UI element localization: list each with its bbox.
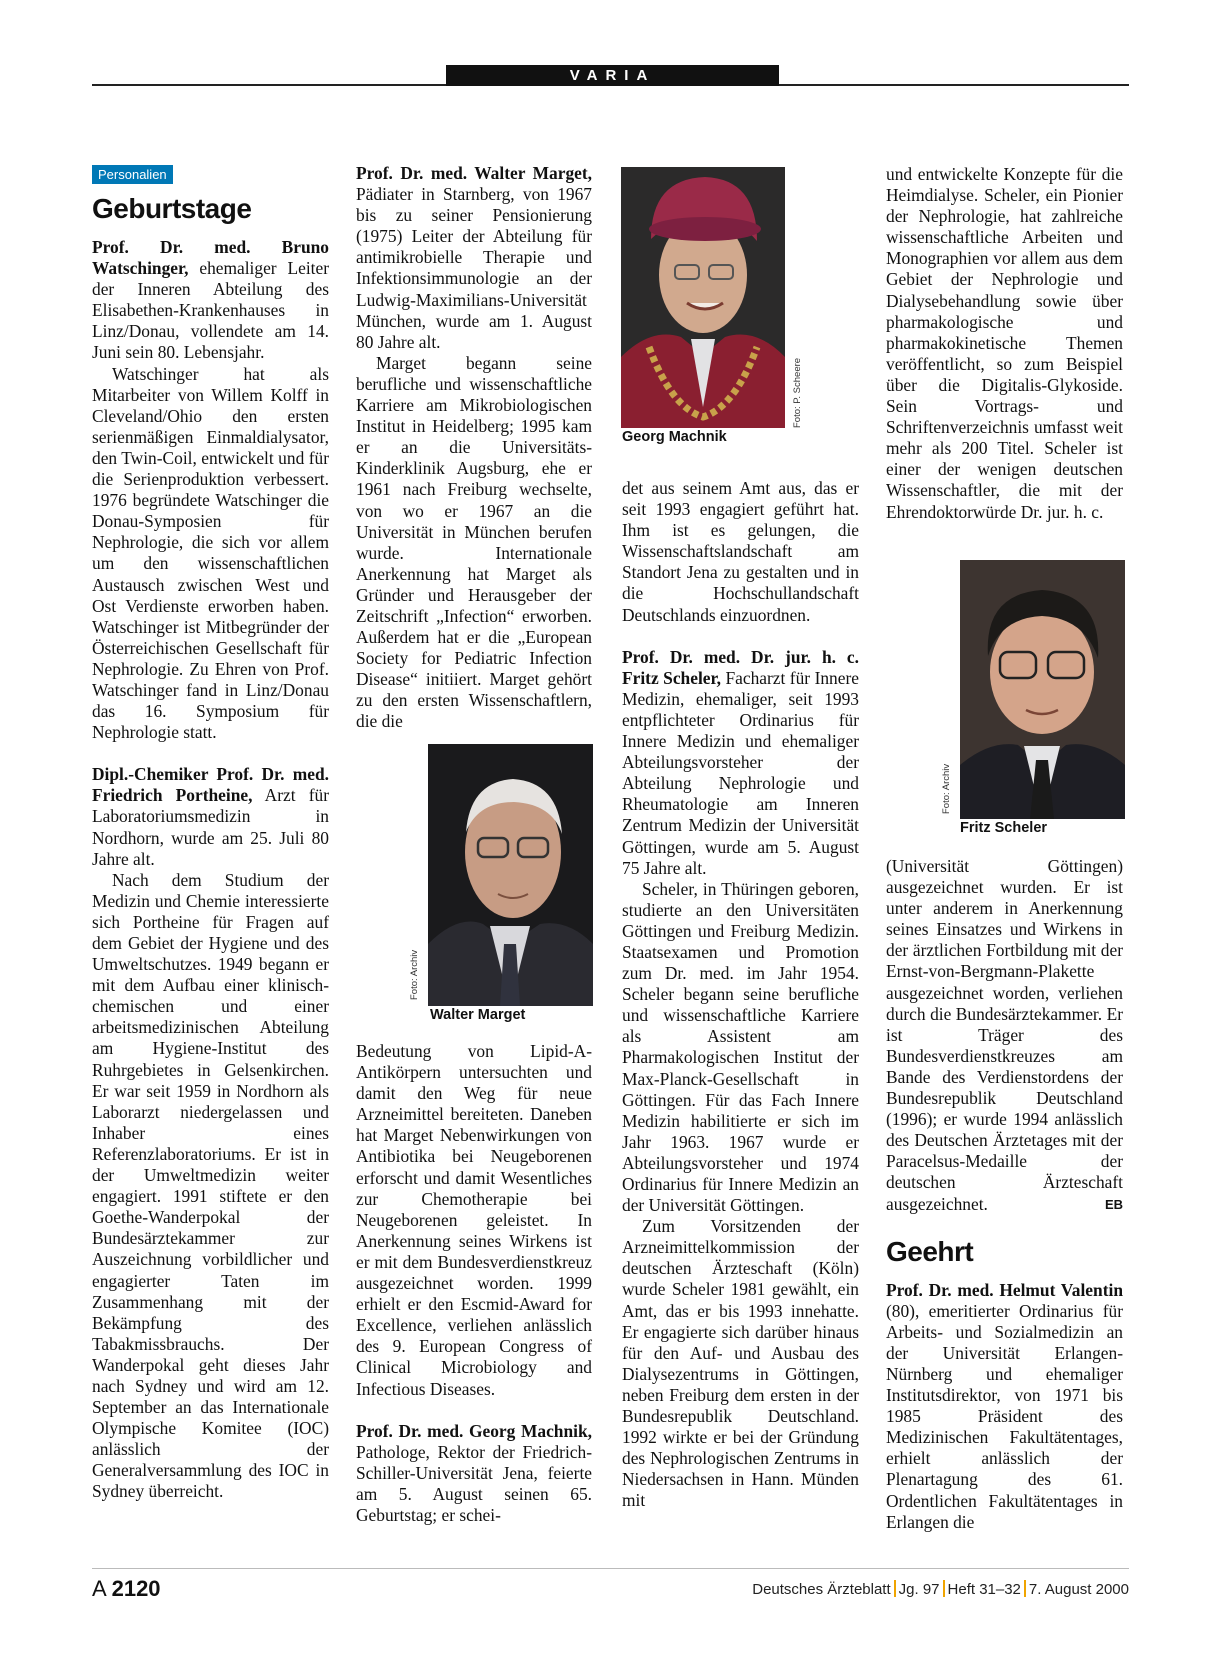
- paragraph: Zum Vorsitzenden der Arzneimittelkommission der deutschen Ärzteschaft (Köln) wurde Scheler 1981 gewählt, ein Amt, das er bis 1993 innehatte. Er engagierte sich darüber hinaus für den Auf- und Ausbau des Dialysezentrums in Göttingen, neben Freiburg dem ersten in der Bundesrepublik Deutschland. 1992 wirkte er bei der Gründung des Nephrologischen Zentrums in Niedersachsen in Hann. Münden mit: [622, 1216, 859, 1511]
- paragraph: und entwickelte Konzepte für die Heimdialyse. Scheler, ein Pionier der Nephrologie, hat zahlreiche wissenschaftliche Arbeiten und Monographien vor allem aus dem Gebiet der Nephrologie und Dialysebehandlung sowie über pharmakologische und pharmakokinetische Themen veröffentlicht, so zum Beispiel über die Digitalis-Glykoside. Sein Vortrags- und Schriftenverzeichnis umfasst weit mehr als 200 Titel. Scheler ist einer der wenigen deutschen Wissenschaftler, die mit der Ehrendoktorwürde Dr. jur. h. c.: [886, 164, 1123, 522]
- page-prefix: A: [92, 1576, 106, 1601]
- paragraph: [356, 1421, 592, 1526]
- paragraph-text: Pathologe, Rektor der Friedrich-Schiller-Universität Jena, feierte am 5. August seinen 65. Geburtstag; er schei-: [356, 1441, 592, 1525]
- paragraph: Nach dem Studium der Medizin und Chemie interessierte sich Portheine für Fragen auf dem Gebiet der Hygiene und des Umweltschutzes. 1949 begann er mit dem Aufbau einer klinisch-chemischen und einer arbeitsmedizinischen Abteilung am Hygiene-Institut des Ruhrgebietes in Gelsenkirchen. Er war seit 1959 in Nordhorn als Laborarzt niedergelassen und Inhaber eines Referenzlaboratoriums. Er ist in der Umweltmedizin weiter engagiert. 1991 stiftete er den Goethe-Wanderpokal der Bundesärztekammer zur Auszeichnung vorbildlicher und engagierter Taten im Zusammenhang mit der Bekämpfung des Tabakmissbrauchs. Der Wanderpokal geht dieses Jahr nach Sydney und wird am 12. September an das Internationale Olympische Komitee (IOC) anlässlich der Generalversammlung des IOC in Sydney überreicht.: [92, 869, 329, 1502]
- paragraph-text: ehemaliger Leiter der Inneren Abteilung des Elisabethen-Krankenhauses in Linz/Donau, vollendete am 14. Juni sein 80. Lebensjahr.: [92, 258, 329, 363]
- paragraph: det aus seinem Amt aus, das er seit 1993 engagiert geführt hat. Ihm ist es gelungen, die Wissenschaftslandschaft am Standort Jena zu gestalten und in die Hochschullandschaft Deutschlands einzuordnen.: [622, 478, 859, 625]
- photo-credit: Foto: Archiv: [409, 949, 420, 1000]
- portrait-image: [621, 167, 785, 428]
- person-name: Prof. Dr. med. Bruno Watschinger,: [92, 237, 329, 279]
- separator: [943, 1580, 945, 1597]
- paragraph: [622, 647, 859, 879]
- journal-info: [752, 1580, 1129, 1600]
- paragraph: Bedeutung von Lipid-A-Antikörpern untersuchten und damit den Weg für neue Arzneimittel bereiteten. Daneben hat Marget Nebenwirkungen von Antibiotika bei Neugeborenen erforscht und damit Wesentliches zur Chemotherapie bei Neugeborenen geleistet. In Anerkennung seines Wirkens ist er mit dem Bundesverdienstkreuz ausgezeichnet worden. 1999 erhielt er den Escmid-Award for Excellence, verliehen anlässlich des 9. European Congress of Clinical Microbiology and Infectious Diseases.: [356, 1041, 592, 1399]
- journal-issue: Heft 31–32: [947, 1581, 1021, 1598]
- paragraph: [92, 764, 329, 869]
- photo-caption: Georg Machnik: [622, 429, 727, 445]
- paragraph-text: Facharzt für Innere Medizin, ehemaliger, seit 1993 entpflichteter Ordinarius für Innere Medizin und ehemaliger Abteilungsvorsteher der Abteilung Nephrologie und Rheumatologie am Inneren Zentrum Medizin der Universität Göttingen, wurde am 5. August 75 Jahre alt.: [622, 667, 859, 878]
- author-signoff: EB: [1104, 1196, 1123, 1212]
- paragraph: [886, 1280, 1123, 1533]
- journal-date: 7. August 2000: [1028, 1581, 1129, 1598]
- column-4-bottom: [886, 856, 1123, 1533]
- paragraph-text: (Universität Göttingen) ausgezeichnet wurden. Er ist unter anderem in Anerkennung seines Einsatzes und Wirkens in der ärztlichen Fortbildung mit der Ernst-von-Bergmann-Plakette ausgezeichnet worden, verliehen durch die Bundesärztekammer. Er ist Träger des Bundesverdienstkreuzes am Bande des Verdienstordens der Bundesrepublik Deutschland (1996); er wurde 1994 anlässlich des Deutschen Ärztetages mit der Paracelsus-Medaille der deutschen Ärzteschaft ausgezeichnet.: [886, 856, 1123, 1214]
- headline-geburtstage: Geburtstage: [92, 193, 252, 224]
- journal-volume: Jg. 97: [898, 1581, 940, 1598]
- paragraph: [356, 163, 592, 353]
- page-number: [92, 1576, 161, 1602]
- footer-rule: [92, 1568, 1129, 1569]
- photo-credit: Foto: Archiv: [941, 763, 952, 814]
- section-header: VARIA: [446, 65, 779, 86]
- portrait-image: [428, 744, 593, 1006]
- paragraph: Scheler, in Thüringen geboren, studierte an den Universitäten Göttingen und Freiburg Medizin. Staatsexamen und Promotion zum Dr. med. im Jahr 1954. Scheler begann seine berufliche und wissenschaftliche Karriere als Assistent am Pharmakologischen Institut der Max-Planck-Gesellschaft in Göttingen. Für das Fach Innere Medizin habilitierte er sich im Jahr 1963. 1967 wurde er Abteilungsvorsteher und 1974 Ordinarius für Innere Medizin an der Universität Göttingen.: [622, 878, 859, 1216]
- separator: [894, 1580, 896, 1597]
- portrait-photo-marget: [428, 744, 593, 1006]
- person-name: Dipl.-Chemiker Prof. Dr. med. Friedrich Portheine,: [92, 764, 329, 806]
- paragraph: [92, 237, 329, 364]
- column-1: [92, 163, 329, 1503]
- paragraph-text: Arzt für Laboratoriumsmedizin in Nordhorn, wurde am 25. Juli 80 Jahre alt.: [92, 785, 329, 869]
- portrait-photo-machnik: [621, 167, 785, 428]
- person-name: Prof. Dr. med. Georg Machnik,: [356, 1420, 592, 1441]
- column-4-top: [886, 164, 1123, 523]
- person-name: Prof. Dr. med. Dr. jur. h. c. Fritz Scheler,: [622, 646, 859, 688]
- portrait-image: [960, 560, 1125, 819]
- photo-credit: Foto: P. Scheere: [792, 357, 803, 428]
- journal-name: Deutsches Ärzteblatt: [752, 1581, 891, 1598]
- paragraph-text: (80), emeritierter Ordinarius für Arbeits- und Sozialmedizin an der Universität Erlangen-Nürnberg und ehemaliger Institutsdirektor, von 1971 bis 1985 Präsident des Medizinischen Fakultätentages, erhielt anlässlich der Plenartagung des 61. Ordentlichen Fakultätentages in Erlangen die: [886, 1300, 1123, 1532]
- photo-caption: Fritz Scheler: [960, 820, 1048, 836]
- paragraph: Watschinger hat als Mitarbeiter von Willem Kolff in Cleveland/Ohio den ersten serienmäßigen Einmaldialysator, den Twin-Coil, entwickelt und für die Serienproduktion verbessert. 1976 begründete Watschinger die Donau-Symposien für Nephrologie, die sich vor allem um den wissenschaftlichen Austausch zwischen West und Ost Verdienste erworben haben. Watschinger ist Mitbegründer der Österreichischen Gesellschaft für Nephrologie. Zu Ehren von Prof. Watschinger fand in Linz/Donau das 16. Symposium für Nephrologie statt.: [92, 363, 329, 743]
- separator: [1024, 1580, 1026, 1597]
- column-3: [622, 478, 859, 1512]
- portrait-photo-scheler: [960, 560, 1125, 819]
- category-badge: Personalien: [92, 165, 173, 184]
- column-2-top: [356, 163, 592, 733]
- paragraph-text: Pädiater in Starnberg, von 1967 bis zu seiner Pensionierung (1975) Leiter der Abteilung für antimikrobielle Therapie und Infektionsimmunologie an der Ludwig-Maximilians-Universität München, wurde am 1. August 80 Jahre alt.: [356, 184, 592, 352]
- person-name: Prof. Dr. med. Helmut Valentin: [886, 1279, 1123, 1300]
- page-number-value: 2120: [111, 1576, 161, 1601]
- paragraph: [886, 856, 1123, 1215]
- paragraph: Marget begann seine berufliche und wissenschaftliche Karriere am Mikrobiologischen Institut in Heidelberg; 1995 kam er an die Universitäts-Kinderklinik Augsburg, ehe er 1961 nach Freiburg wechselte, von wo er 1967 an die Universität in München berufen wurde. Internationale Anerkennung hat Marget als Gründer und Herausgeber der Zeitschrift „Infection“ erworben. Außerdem hat er die „European Society for Pediatric Infection Disease“ initiiert. Marget gehört zu den ersten Wissenschaftlern, die die: [356, 352, 592, 732]
- person-name: Prof. Dr. med. Walter Marget,: [356, 163, 592, 183]
- photo-caption: Walter Marget: [430, 1007, 526, 1023]
- column-2-bottom: [356, 1041, 592, 1526]
- headline-geehrt: Geehrt: [886, 1235, 974, 1267]
